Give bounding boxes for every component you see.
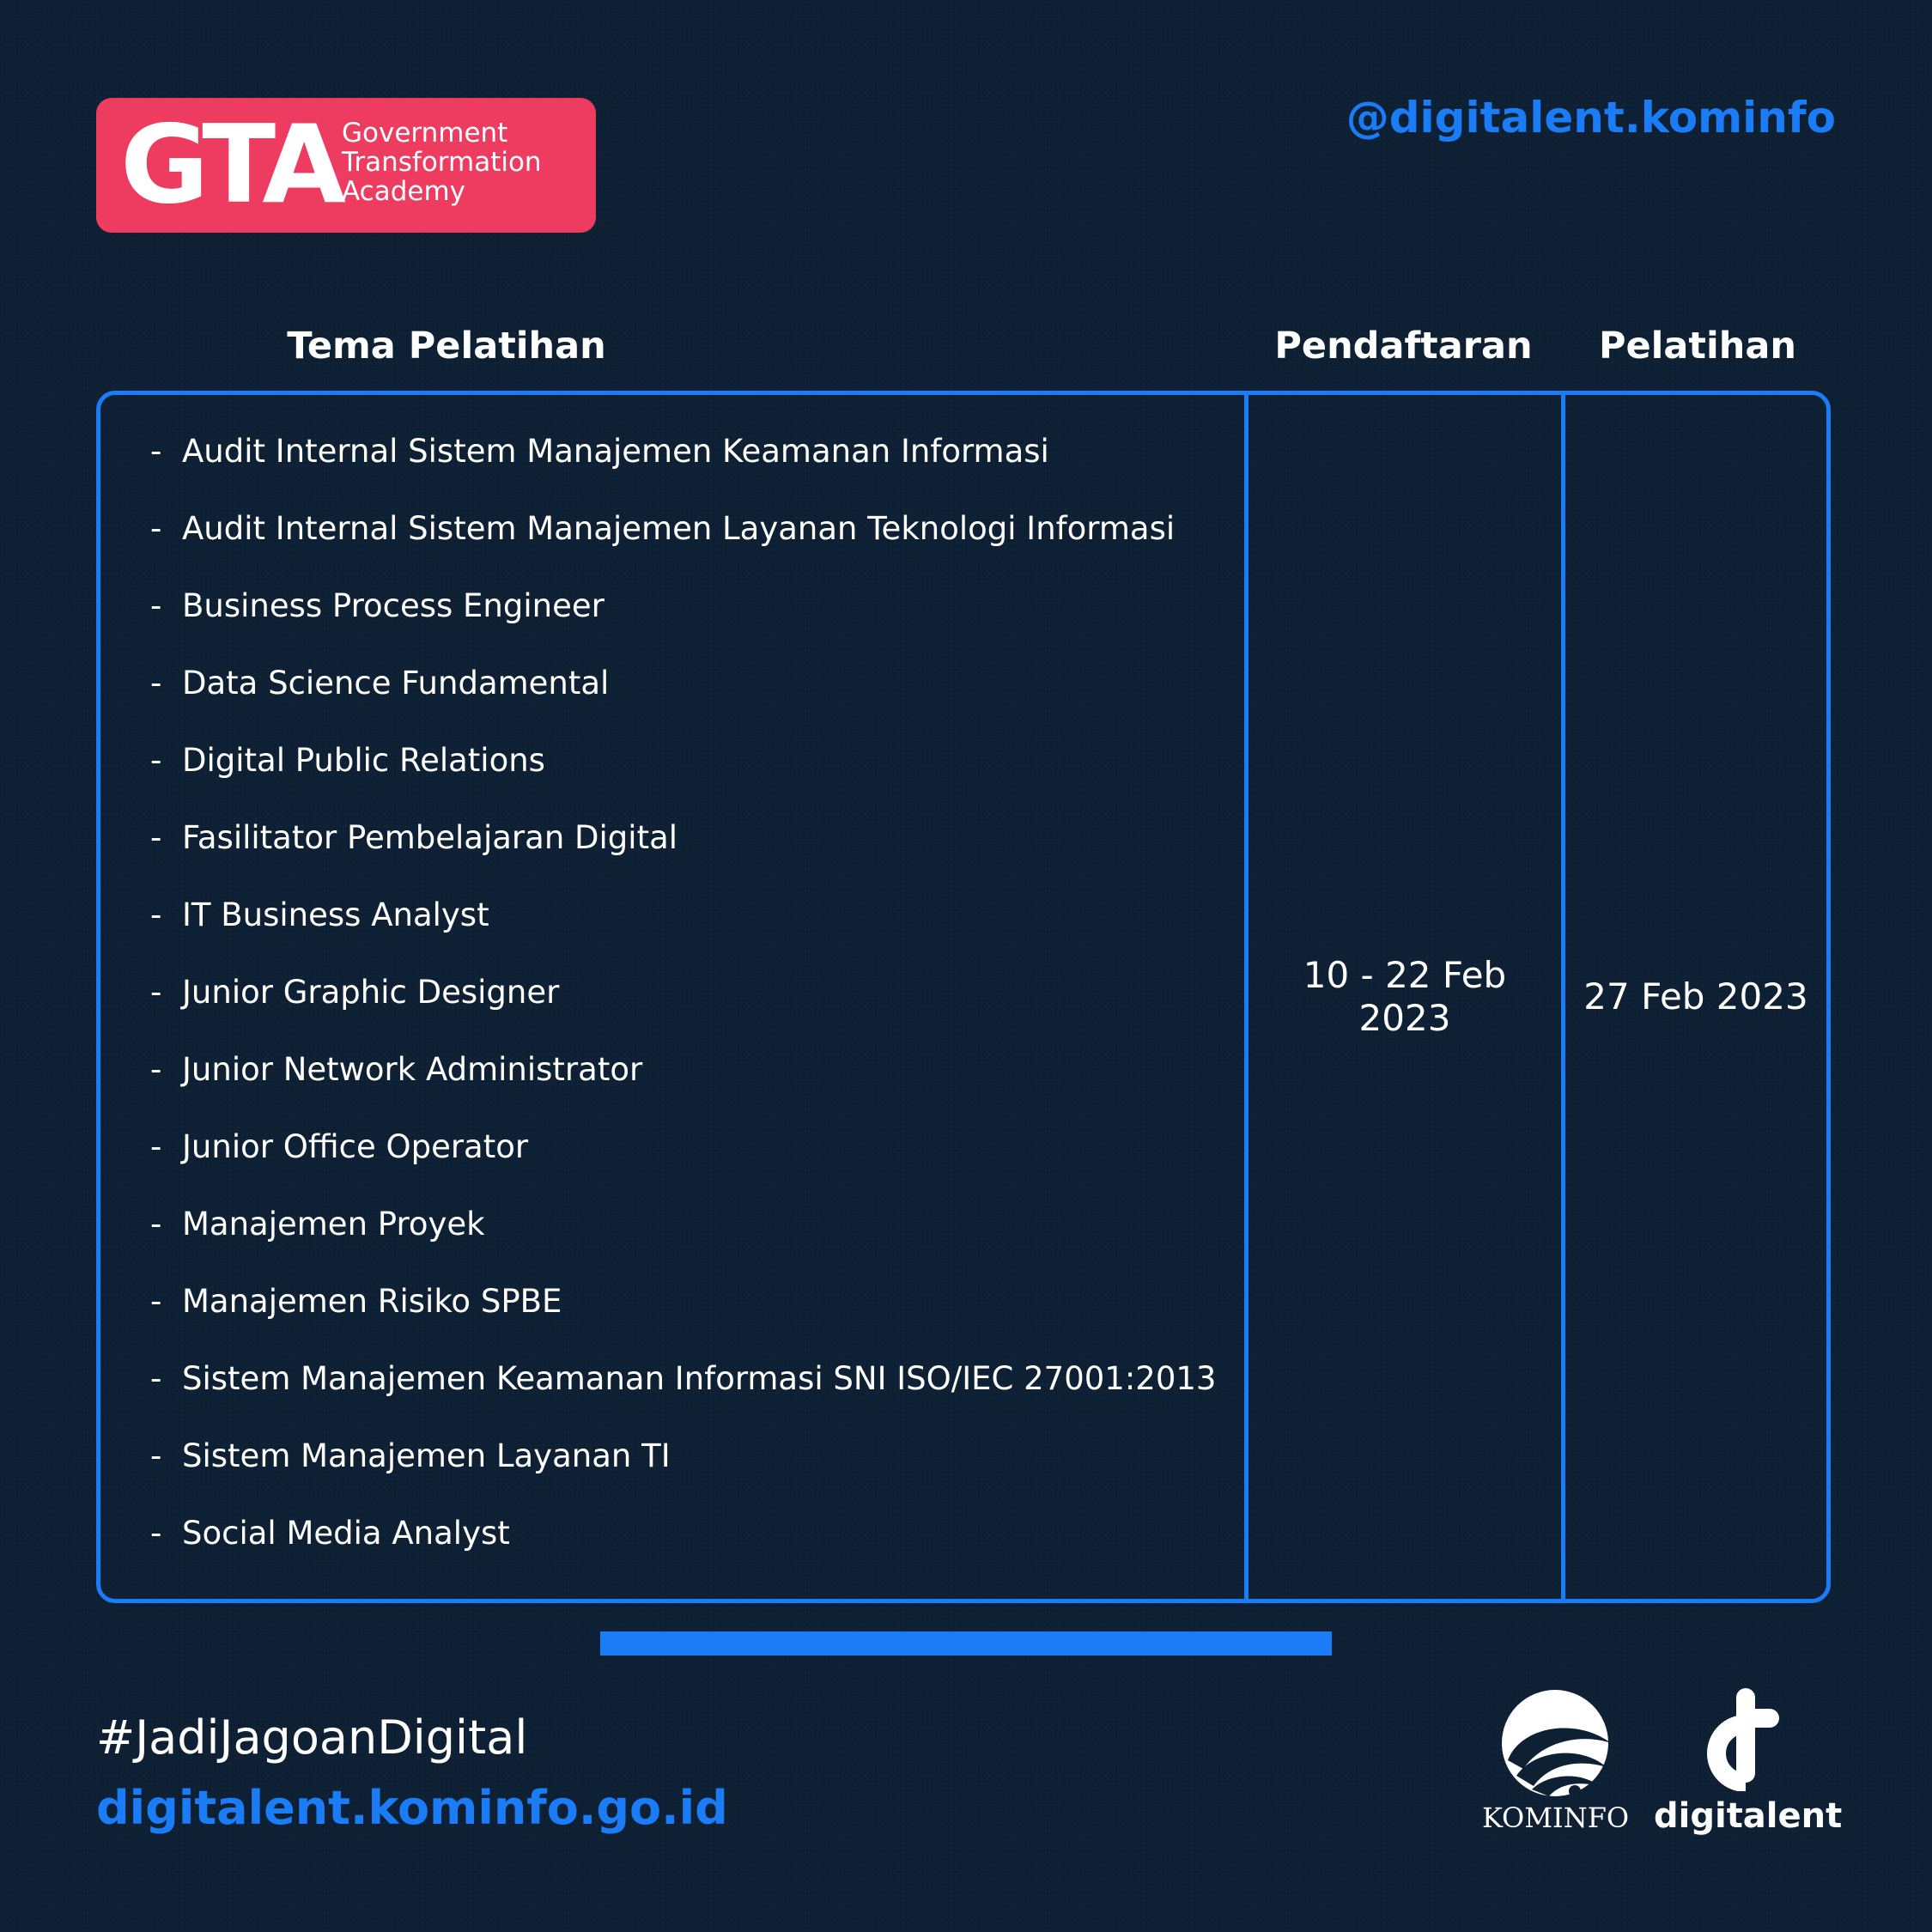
- list-dash: -: [150, 1283, 162, 1320]
- list-dash: -: [150, 665, 162, 702]
- registration-dates: 10 - 22 Feb: [1303, 954, 1507, 996]
- topic-item: [150, 1434, 1216, 1511]
- topic-label: Junior Office Operator: [182, 1128, 529, 1165]
- website-link[interactable]: digitalent.kominfo.go.id: [96, 1781, 728, 1835]
- list-dash: -: [150, 433, 162, 470]
- topic-label: IT Business Analyst: [182, 896, 489, 933]
- list-dash: -: [150, 510, 162, 547]
- topic-label: Junior Network Administrator: [182, 1051, 643, 1088]
- list-dash: -: [150, 1515, 162, 1552]
- topic-item: [150, 1202, 1216, 1279]
- list-dash: -: [150, 1128, 162, 1165]
- header-tema-pelatihan: Tema Pelatihan: [287, 325, 606, 368]
- gta-logo-letters: GTA: [120, 101, 341, 228]
- gta-subtitle-line-3: Academy: [342, 176, 465, 207]
- gta-logo-badge: [96, 98, 596, 233]
- topic-label: Fasilitator Pembelajaran Digital: [182, 819, 678, 856]
- list-dash: -: [150, 1206, 162, 1242]
- gta-subtitle-line-1: Government: [342, 118, 508, 149]
- list-dash: -: [150, 1360, 162, 1397]
- topic-label: Sistem Manajemen Keamanan Informasi SNI ISO/IEC 27001:2013: [182, 1360, 1217, 1397]
- gta-subtitle-line-2: Transformation: [342, 147, 542, 178]
- topic-label: Junior Graphic Designer: [182, 974, 560, 1011]
- topic-item: [150, 507, 1216, 584]
- topic-item: [150, 584, 1216, 661]
- registration-year: 2023: [1358, 997, 1451, 1039]
- topic-label: Audit Internal Sistem Manajemen Layanan Teknologi Informasi: [182, 510, 1176, 547]
- list-dash: -: [150, 1051, 162, 1088]
- list-dash: -: [150, 819, 162, 856]
- topic-item: [150, 1357, 1216, 1434]
- digitalent-logo-icon: [1692, 1685, 1795, 1791]
- schedule-table: [96, 391, 1831, 1603]
- training-date: 27 Feb 2023: [1583, 975, 1808, 1018]
- topic-label: Business Process Engineer: [182, 587, 605, 624]
- topic-label: Digital Public Relations: [182, 742, 545, 779]
- hashtag: #JadiJagoanDigital: [96, 1710, 528, 1765]
- header-pendaftaran: Pendaftaran: [1274, 325, 1533, 368]
- topic-label: Audit Internal Sistem Manajemen Keamanan Informasi: [182, 433, 1049, 470]
- kominfo-label: KOMINFO: [1482, 1801, 1630, 1834]
- topic-item: [150, 970, 1216, 1048]
- list-dash: -: [150, 896, 162, 933]
- topic-item: [150, 738, 1216, 816]
- social-handle: @digitalent.kominfo: [1346, 93, 1836, 143]
- registration-period: [1249, 395, 1561, 1599]
- list-dash: -: [150, 1437, 162, 1474]
- topic-item: [150, 1279, 1216, 1357]
- topic-item: [150, 661, 1216, 738]
- topic-label: Manajemen Proyek: [182, 1206, 485, 1242]
- accent-bar: [600, 1631, 1332, 1656]
- topic-item: [150, 429, 1216, 507]
- topic-item: [150, 1048, 1216, 1125]
- list-dash: -: [150, 587, 162, 624]
- topic-label: Data Science Fundamental: [182, 665, 610, 702]
- list-dash: -: [150, 974, 162, 1011]
- topic-list: [150, 429, 1216, 1589]
- topic-label: Sistem Manajemen Layanan TI: [182, 1437, 671, 1474]
- topic-item: [150, 816, 1216, 893]
- topic-label: Manajemen Risiko SPBE: [182, 1283, 562, 1320]
- gta-logo-subtitle: [342, 118, 591, 206]
- topic-label: Social Media Analyst: [182, 1515, 510, 1552]
- topic-item: [150, 1125, 1216, 1202]
- topic-item: [150, 893, 1216, 970]
- header-pelatihan: Pelatihan: [1599, 325, 1796, 368]
- list-dash: -: [150, 742, 162, 779]
- topic-item: [150, 1511, 1216, 1589]
- digitalent-label: digitalent: [1654, 1796, 1843, 1836]
